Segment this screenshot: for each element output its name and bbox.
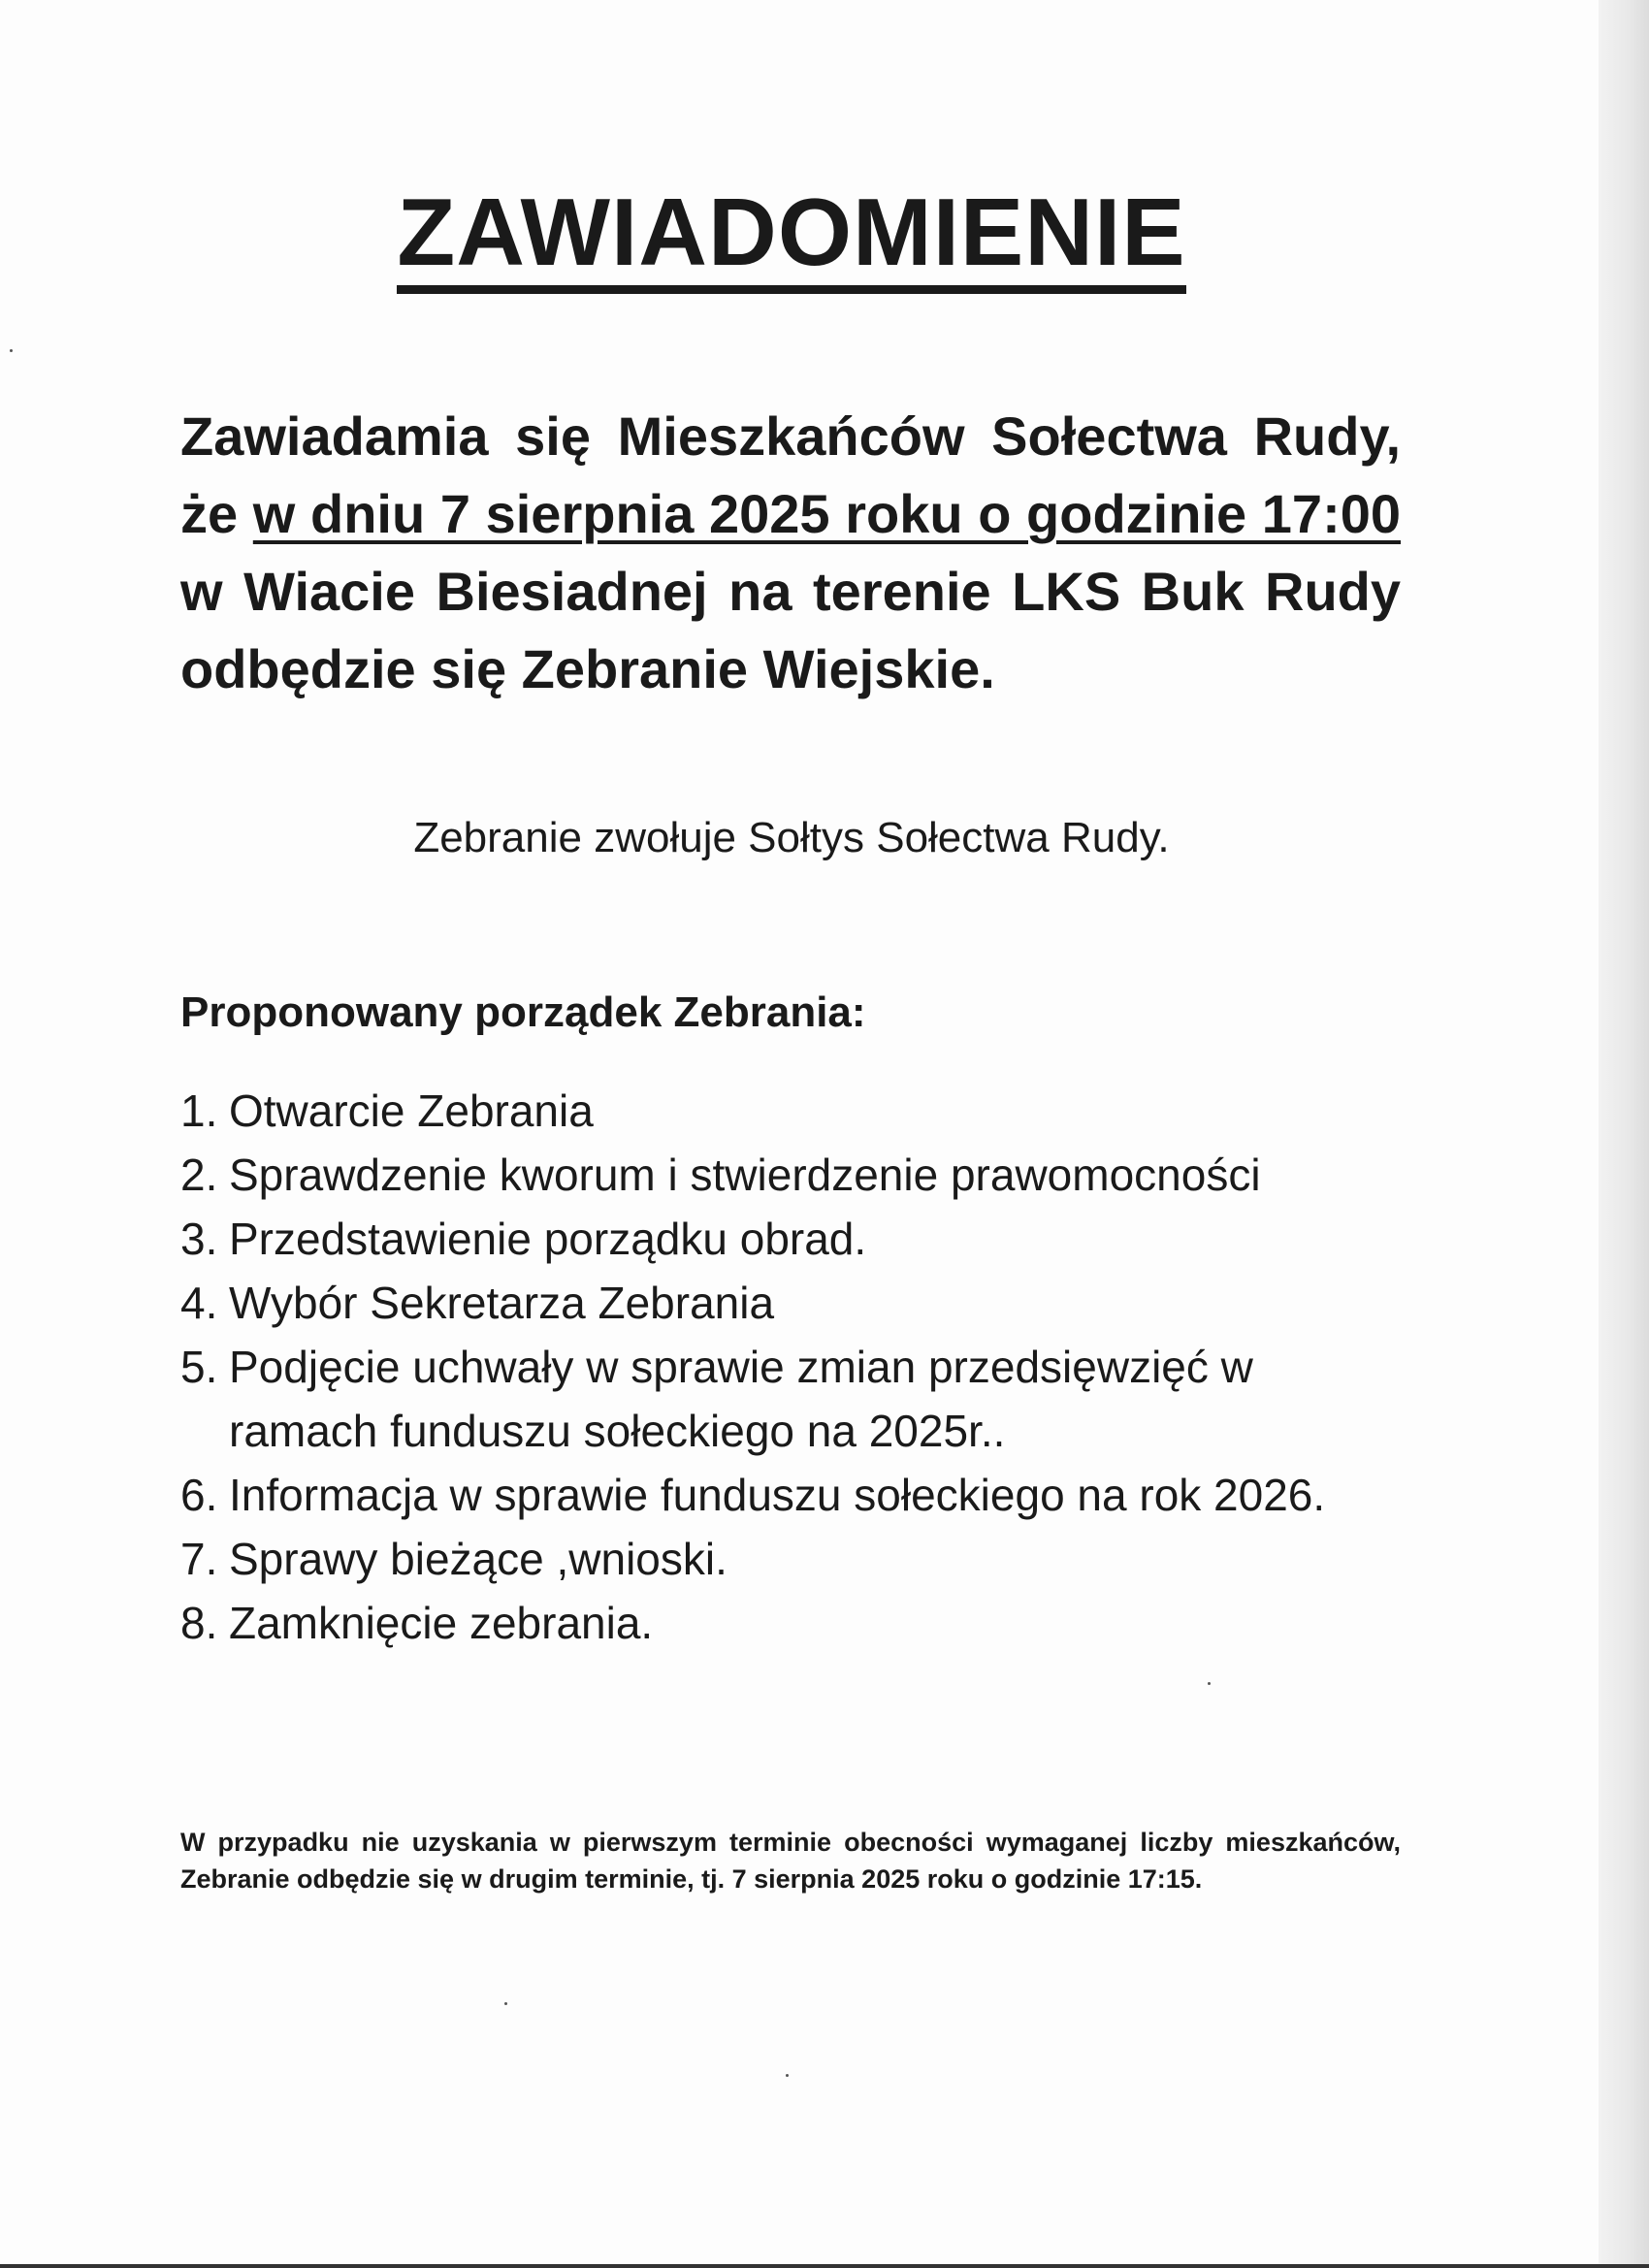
scan-bottom-border bbox=[0, 2264, 1649, 2268]
agenda-item-text: Sprawdzenie kworum i stwierdzenie prawomocności bbox=[229, 1150, 1261, 1200]
scan-speck bbox=[10, 349, 13, 352]
agenda-item-text: Przedstawienie porządku obrad. bbox=[229, 1214, 867, 1264]
agenda-item bbox=[180, 1143, 1403, 1207]
agenda-item bbox=[180, 1463, 1403, 1527]
agenda-item-text: Informacja w sprawie funduszu sołeckiego na rok 2026. bbox=[229, 1470, 1326, 1520]
notice-lead-paragraph bbox=[180, 398, 1401, 708]
agenda-item-number: 5. bbox=[180, 1342, 218, 1392]
agenda-list bbox=[180, 1079, 1403, 1655]
notice-title-text: ZAWIADOMIENIE bbox=[397, 184, 1185, 294]
agenda-item-text: Zamknięcie zebrania. bbox=[229, 1598, 654, 1648]
agenda-item-text: Podjęcie uchwały w sprawie zmian przedsięwzięć w ramach funduszu sołeckiego na 2025r.. bbox=[229, 1342, 1253, 1456]
agenda-item-number: 1. bbox=[180, 1085, 218, 1136]
convener-line: Zebranie zwołuje Sołtys Sołectwa Rudy. bbox=[413, 814, 1170, 861]
lead-text-end: w Wiacie Biesiadnej na terenie LKS Buk Rudy odbędzie się Zebranie Wiejskie. bbox=[180, 561, 1401, 699]
lead-date-time: w dniu 7 sierpnia 2025 roku o godzinie 17:00 bbox=[252, 483, 1402, 544]
scan-speck bbox=[1208, 1682, 1211, 1685]
second-term-footnote: W przypadku nie uzyskania w pierwszym terminie obecności wymaganej liczby mieszkańców, Zebranie odbędzie się w drugim terminie, tj. 7 sierpnia 2025 roku o godzinie 17:15. bbox=[180, 1828, 1401, 1894]
agenda-item-text: Wybór Sekretarza Zebrania bbox=[229, 1278, 775, 1328]
agenda-item-number: 8. bbox=[180, 1598, 218, 1648]
notice-title bbox=[0, 178, 1583, 294]
scan-speck bbox=[504, 2002, 507, 2005]
agenda-item bbox=[180, 1335, 1403, 1463]
agenda-item bbox=[180, 1527, 1403, 1591]
lead-text-start: Zawiadamia się Mieszkańców Sołectwa Rudy, że bbox=[180, 405, 1401, 544]
agenda-item-number: 3. bbox=[180, 1214, 218, 1264]
agenda-heading: Proponowany porządek Zebrania: bbox=[180, 988, 866, 1036]
agenda-item-text: Sprawy bieżące ,wnioski. bbox=[229, 1534, 728, 1584]
agenda-item-number: 7. bbox=[180, 1534, 218, 1584]
agenda-item-number: 4. bbox=[180, 1278, 218, 1328]
agenda-item bbox=[180, 1271, 1403, 1335]
agenda-item bbox=[180, 1079, 1403, 1143]
agenda-item-text: Otwarcie Zebrania bbox=[229, 1085, 594, 1136]
scan-speck bbox=[786, 2074, 789, 2077]
agenda-item bbox=[180, 1207, 1403, 1271]
scan-edge-shadow bbox=[1599, 0, 1649, 2268]
agenda-item-number: 2. bbox=[180, 1150, 218, 1200]
agenda-item bbox=[180, 1591, 1403, 1655]
agenda-item-number: 6. bbox=[180, 1470, 218, 1520]
